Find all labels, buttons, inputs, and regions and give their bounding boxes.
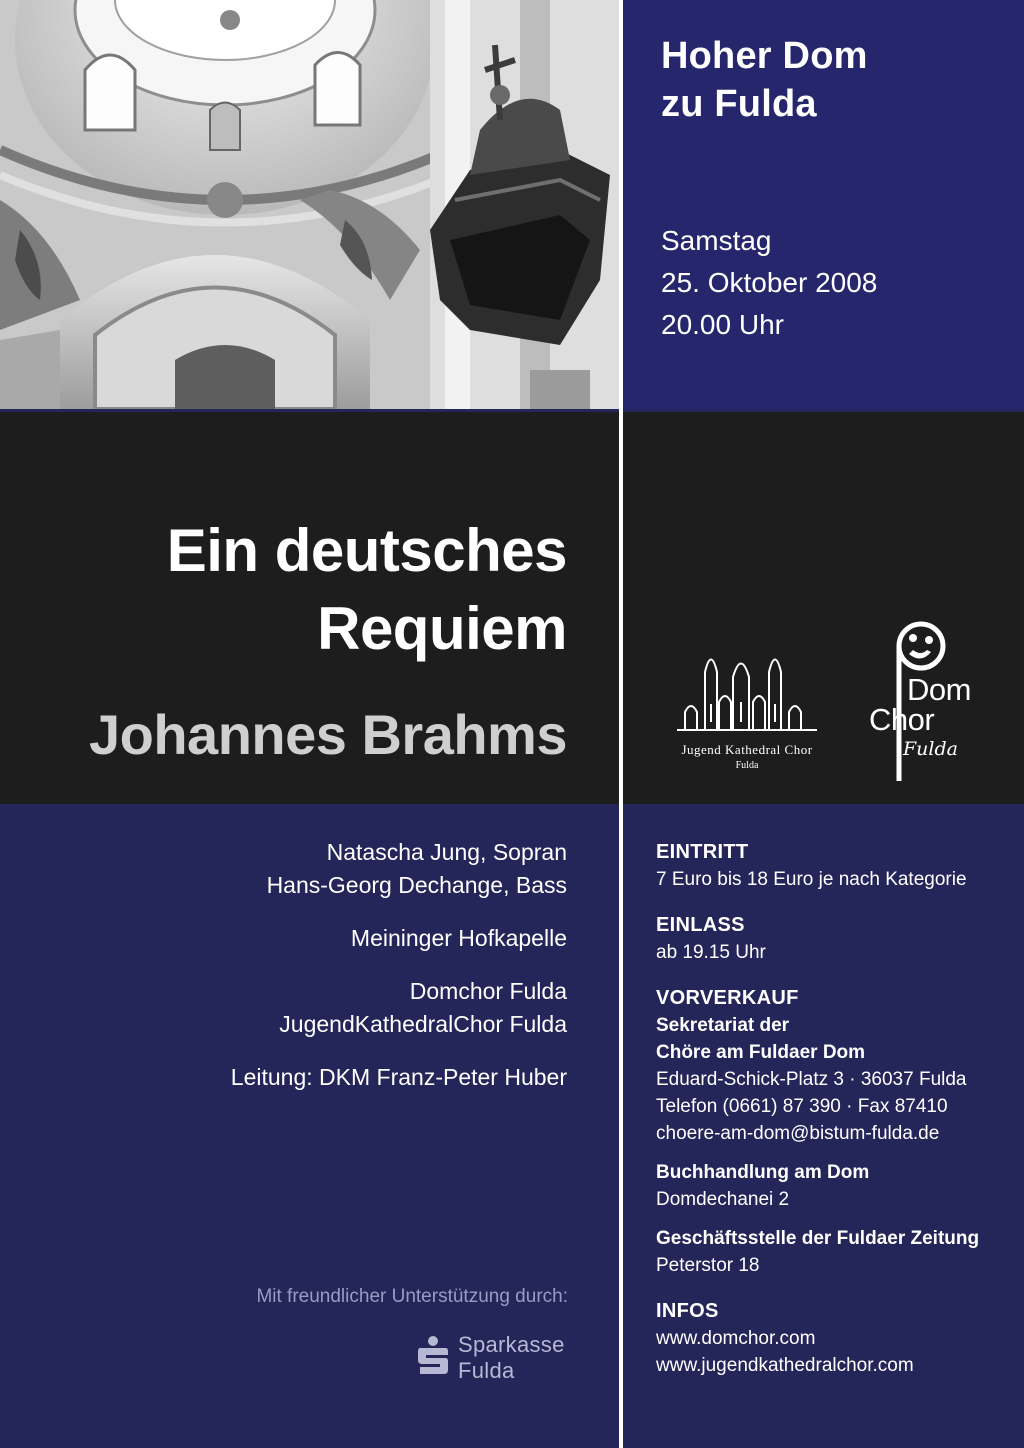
performers-orchestra: [0, 922, 567, 955]
performer-line: Hans-Georg Dechange, Bass: [266, 872, 567, 898]
event-datetime: [661, 220, 877, 346]
performers-conductor: [0, 1061, 567, 1094]
vorverkauf-office-email[interactable]: choere-am-dom@bistum-fulda.de: [656, 1123, 940, 1144]
sponsor-name-line2: Fulda: [458, 1358, 515, 1383]
website-link-jugendkathedralchor[interactable]: www.jugendkathedralchor.com: [656, 1355, 914, 1376]
vorverkauf-bookshop-name: Buchhandlung am Dom: [656, 1162, 870, 1183]
einlass-heading: EINLASS: [656, 914, 745, 936]
performer-line: Meininger Hofkapelle: [350, 925, 567, 951]
composer-name: Johannes Brahms: [89, 703, 567, 766]
event-time: 20.00 Uhr: [661, 309, 784, 340]
domchor-logo-word2: Chor: [869, 702, 935, 737]
venue-panel: [623, 0, 1024, 409]
logo-band: [623, 412, 1024, 804]
vorverkauf-newspaper-name: Geschäftsstelle der Fuldaer Zeitung: [656, 1228, 980, 1249]
venue-title-line2: zu Fulda: [661, 83, 817, 125]
performer-line: Domchor Fulda: [409, 978, 567, 1004]
cathedral-photo: [0, 0, 619, 409]
infos-heading: INFOS: [656, 1300, 719, 1322]
performer-line: Leitung: DKM Franz-Peter Huber: [230, 1064, 567, 1090]
website-link-domchor[interactable]: www.domchor.com: [656, 1328, 816, 1349]
info-column: [656, 838, 1016, 1379]
domchor-logo-city: Fulda: [903, 738, 958, 760]
event-day: Samstag: [661, 225, 772, 256]
jkc-logo-city: Fulda: [735, 760, 759, 771]
venue-title: [661, 32, 868, 128]
vorverkauf-bookshop-address: Domdechanei 2: [656, 1189, 790, 1210]
domchor-logo-word1: Dom: [907, 672, 971, 707]
sponsor-name-line1: Sparkasse: [458, 1332, 565, 1357]
vertical-divider: [619, 0, 623, 1448]
vorverkauf-office-address: Eduard-Schick-Platz 3 · 36037 Fulda: [656, 1069, 967, 1090]
sponsor-name: [458, 1332, 565, 1384]
performers-soloists: [0, 836, 567, 902]
work-title: [167, 512, 567, 668]
cathedral-dome-image: [0, 0, 619, 409]
eintritt-heading: EINTRITT: [656, 841, 749, 863]
performer-line: JugendKathedralChor Fulda: [279, 1011, 567, 1037]
sparkasse-logo: [418, 1322, 568, 1392]
title-band: [0, 412, 619, 804]
einlass-text: ab 19.15 Uhr: [656, 942, 766, 963]
vorverkauf-office-phone: Telefon (0661) 87 390 · Fax 87410: [656, 1096, 948, 1117]
sponsor-block: [0, 1286, 568, 1383]
event-date: 25. Oktober 2008: [661, 267, 878, 298]
performer-line: Natascha Jung, Sopran: [326, 839, 567, 865]
cathedral-outline-icon: [657, 642, 837, 742]
work-title-line1: Ein deutsches: [166, 517, 567, 584]
venue-title-line1: Hoher Dom: [661, 35, 868, 77]
work-title-line2: Requiem: [317, 595, 567, 662]
eintritt-text: 7 Euro bis 18 Euro je nach Kategorie: [656, 869, 967, 890]
performers-choirs: [0, 975, 567, 1041]
performers-list: [0, 836, 567, 1114]
sponsor-label: Mit freundlicher Unterstützung durch:: [256, 1286, 568, 1307]
jugend-kathedral-chor-logo: [657, 642, 837, 782]
vorverkauf-office-name-2: Chöre am Fuldaer Dom: [656, 1042, 866, 1063]
vorverkauf-heading: VORVERKAUF: [656, 987, 799, 1009]
vorverkauf-office-name: Sekretariat der: [656, 1015, 790, 1036]
vorverkauf-newspaper-address: Peterstor 18: [656, 1255, 760, 1276]
jkc-logo-name: Jugend Kathedral Chor: [681, 742, 813, 757]
domchor-fulda-logo: [869, 616, 999, 786]
sparkasse-icon: [418, 1336, 448, 1376]
